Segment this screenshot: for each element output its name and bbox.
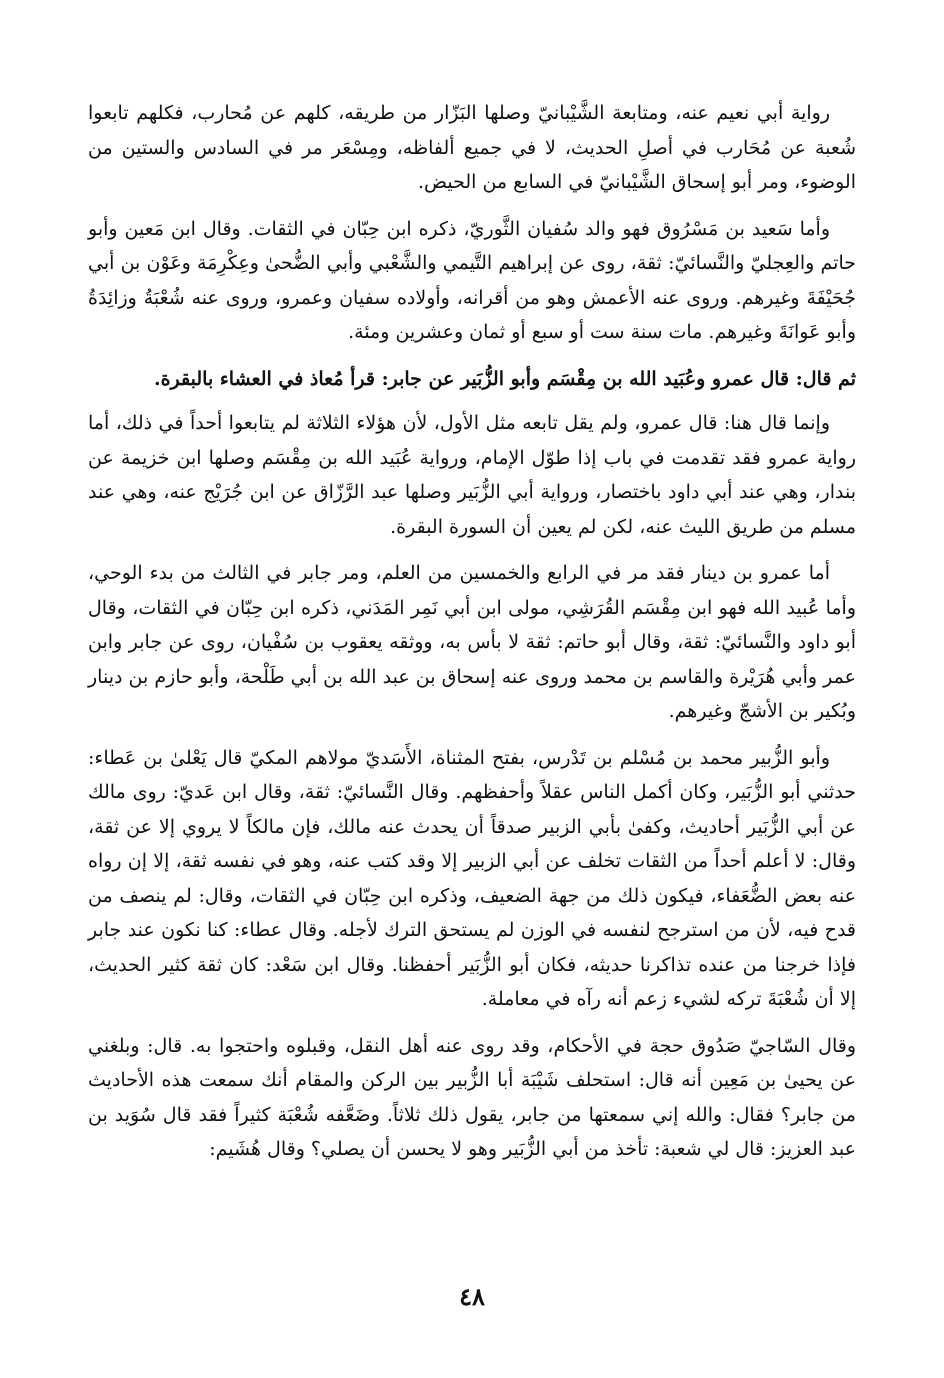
paragraph-1: رواية أبي نعيم عنه، ومتابعة الشَّيْبانيّ وصلها البَزّار من طريقه، كلهم عن مُحارب، فكلهم تابعوا شُعبة عن مُحَارب في أصلِ الحديث، لا في جميع ألفاظه، ومِسْعَر مر في السادس والستين من الوضوء، ومر أبو إسحاق الشَّيْبانيّ في السابع من الحيض. — [88, 102, 856, 193]
paragraph-5: وأبو الزُّبير محمد بن مُسْلم بن تَدْرس، بفتح المثناة، الأَسَديّ مولاهم المكيّ قال يَعْلىٰ بن عَطاء: حدثني أبو الزُّبَير، وكان أكمل الناس عقلاً وأحفظهم. وقال النَّسائيّ: ثقة، وقال ابن عَديّ: روى مالك عن أبي الزُّبَير أحاديث، وكفىٰ بأبي الزبير صدقاً أن يحدث عنه مالك، فإن مالكاً لا يروي إلا عن ثقة، وقال: لا أعلم أحداً من الثقات تخلف عن أبي الزبير إلا وقد كتب عنه، وهو في نفسه ثقة، إلا إن رواه عنه بعض الضُّعَفاء، فيكون ذلك من جهة الضعيف، وذكره ابن حِبّان في الثقات، وقال: لم ينصف من قدح فيه، لأن من استرجح لنفسه في الوزن لم يستحق الترك لأجله. وقال عطاء: كنا نكون عند جابر فإذا خرجنا من عنده تذاكرنا حديثه، فكان أبو الزُّبَير أحفظنا. وقال ابن سَعْد: كان ثقة كثير الحديث، إلا أن شُعْبَةَ تركه لشيء زعم أنه رآه في معاملة. — [88, 746, 856, 1010]
page-number: ٤٨ — [459, 1282, 485, 1311]
paragraph-4: أما عمرو بن دينار فقد مر في الرابع والخمسين من العلم، ومر جابر في الثالث من بدء الوحي، وأما عُبيد الله فهو ابن مِقْسَم القُرَشِي، مولى ابن أبي نَمِر المَدَني، ذكره ابن حِبّان في الثقات، وقال أبو داود والنَّسائيّ: ثقة، وقال أبو حاتم: ثقة لا بأس به، ووثقه يعقوب بن سُفْيان، روى عن جابر وابن عمر وأبي هُرَيْرة والقاسم بن محمد وروى عنه إسحاق بن عبد الله بن أبي طَلْحة، وأبو حازم بن دينار وبُكير بن الأشجّ وغيرهم. — [88, 562, 856, 722]
hadith-quote-heading: ثم قال: قال عمرو وعُبَيد الله بن مِقْسَم وأبو الزُّبَير عن جابر: قرأ مُعاذ في العشاء بالبقرة. — [153, 367, 856, 390]
paragraph-3: وإنما قال هنا: قال عمرو، ولم يقل تابعه مثل الأول، لأن هؤلاء الثلاثة لم يتابعوا أحداً في ذلك، أما رواية عمرو فقد تقدمت في باب إذا طوّل الإمام، ورواية عُبَيد الله بن مِقْسَم وصلها ابن خزيمة عن بندار، وهي عند أبي داود باختصار، ورواية أبي الزُّبَير وصلها عبد الرَّزّاق عن ابن جُرَيْج عنه، وهي عند مسلم من طريق الليث عنه، لكن لم يعين أن السورة البقرة. — [88, 412, 856, 538]
paragraph-2: وأما سَعيد بن مَسْرُوق فهو والد سُفيان الثَّوريّ، ذكره ابن حِبّان في الثقات. وقال ابن مَعين وأبو حاتم والعِجليّ والنَّسائيّ: ثقة، روى عن إبراهيم التَّيمي والشَّعْبي وأبي الضُّحىٰ وعِكْرِمَة وعَوْن بن أبي جُحَيْفَةَ وغيرهم. وروى عنه الأعمش وهو من أقرانه، وأولاده سفيان وعمرو، وروى عنه شُعْبَةُ وزائِدَةُ وأبو عَوانَةَ وغيرهم. مات سنة ست أو سبع أو ثمان وعشرين ومئة. — [88, 217, 856, 343]
page-body — [88, 96, 856, 1179]
paragraph-6: وقال السّاجيّ صَدُوق حجة في الأحكام، وقد روى عنه أهل النقل، وقبلوه واحتجوا به. قال: وبلغني عن يحيىٰ بن مَعِين أنه قال: استحلف شَيْبَة أبا الزُّبير بين الركن والمقام أنك سمعت هذه الأحاديث من جابر؟ فقال: والله إني سمعتها من جابر، يقول ذلك ثلاثاً. وضَعَّفه شُعْبَة كثيراً فقد قال سُوَيد بن عبد العزيز: قال لي شعبة: تأخذ من أبي الزُّبَير وهو لا يحسن أن يصلي؟ وقال هُشَيم: — [88, 1034, 856, 1160]
